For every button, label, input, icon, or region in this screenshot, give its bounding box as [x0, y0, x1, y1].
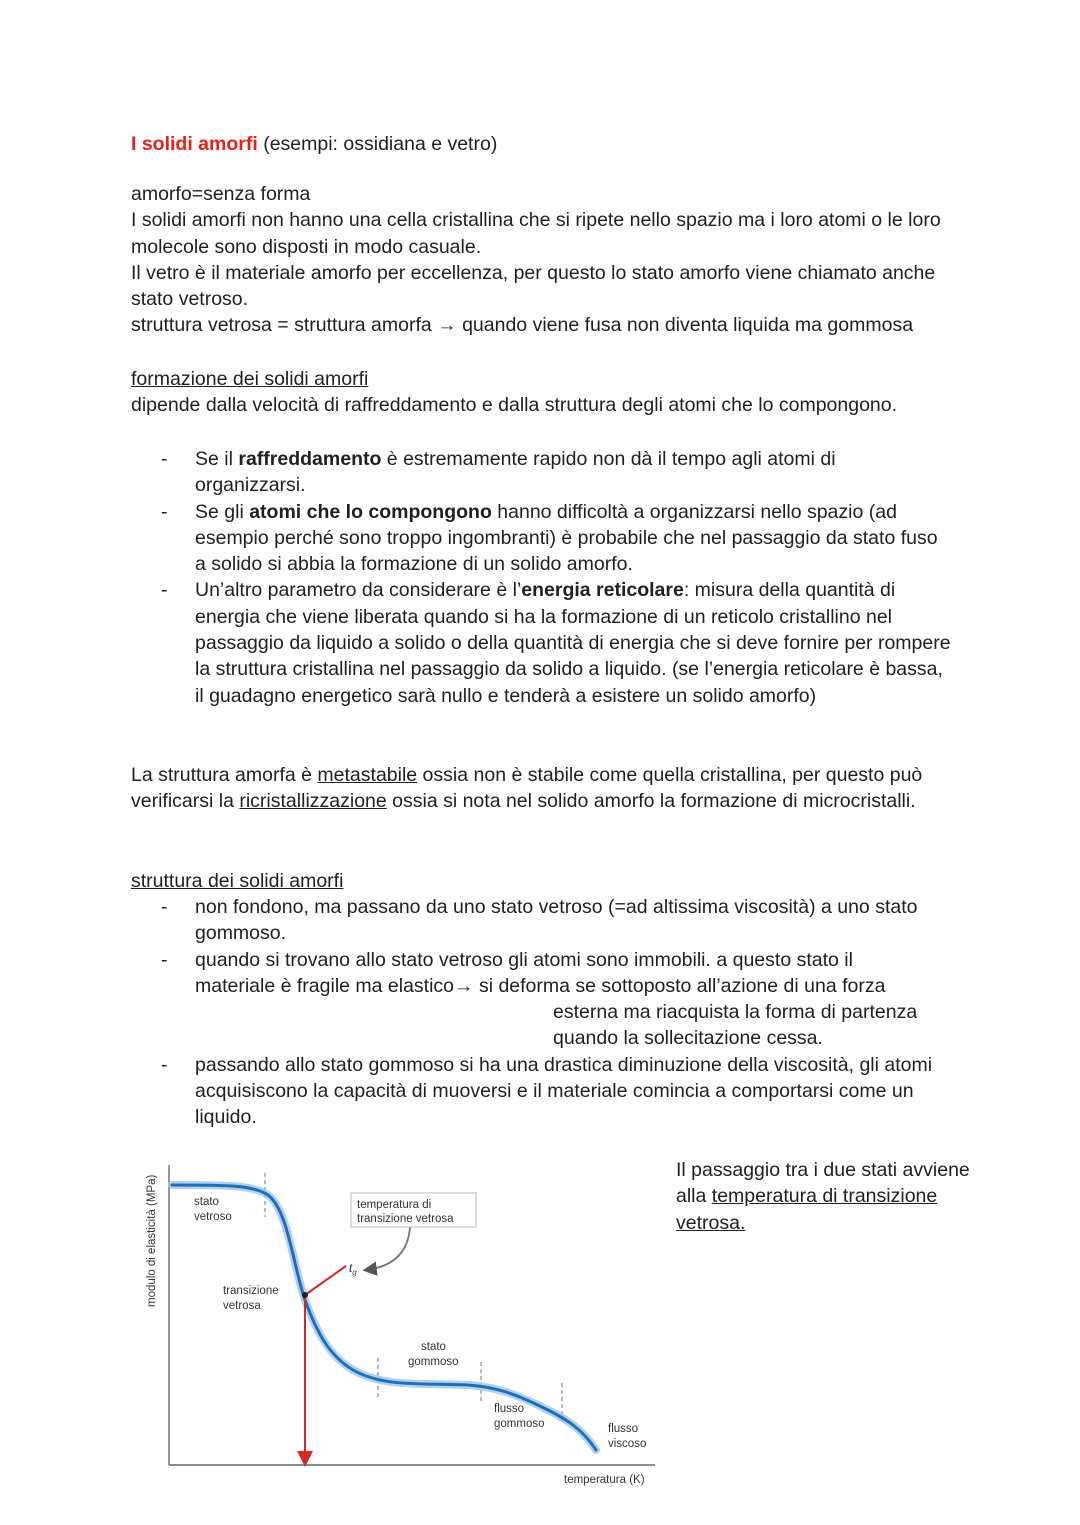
title-main: I solidi amorfi [131, 133, 258, 155]
formazione-heading: formazione dei solidi amorfi [131, 368, 369, 390]
definition-text: amorfo=senza forma [131, 183, 311, 205]
list-item: - quando si trovano allo stato vetroso gli atomi sono immobili. a questo stato il materiale è fragile ma elastico→ si deforma se sottoposto all’azione di una forza esterna ma riacquista la forma di partenza quando la sollecitazione cessa. [161, 948, 918, 1050]
term-metastabile: metastabile [317, 764, 418, 786]
bold-term: energia reticolare [521, 579, 684, 602]
list-item: - Se il raffreddamento è estremamente rapido non dà il tempo agli atomi di organizzarsi. [161, 448, 836, 497]
list-item: - non fondono, ma passano da uno stato vetroso (=ad altissima viscosità) a uno stato gommoso. [161, 896, 918, 945]
label-flusso-gommoso-2: gommoso [494, 1418, 545, 1430]
struttura-heading-block [131, 868, 961, 894]
dash-marker: - [161, 896, 168, 918]
label-gommoso-1: stato [421, 1341, 446, 1353]
title-subtitle: (esempi: ossidiana e vetro) [263, 133, 498, 155]
dash-marker: - [161, 500, 168, 523]
intro-paragraph-2: Il vetro è il materiale amorfo per eccellenza, per questo lo stato amorfo viene chiamato anche stato vetroso. [131, 261, 936, 311]
formazione-block [131, 366, 961, 419]
term-tg: temperatura di transizione vetrosa. [676, 1185, 938, 1234]
label-flusso-viscoso-2: viscoso [608, 1438, 647, 1450]
label-flusso-gommoso-1: flusso [494, 1403, 525, 1415]
list-item: - Un’altro parametro da considerare è l’energia reticolare: misura della quantità di energia che viene liberata quando si ha la formazione di un reticolo cristallino nel passaggio da liquido a solido o della quantità di energia che si deve fornire per rompere la struttura cristallina nel passaggio da solido a liquido. (se l’energia reticolare è bassa, il guadagno energetico sarà nullo e tenderà a esistere un solido amorfo) [161, 579, 951, 707]
section-title [131, 131, 497, 157]
struttura-list [131, 894, 951, 1131]
tg-pointer-line [305, 1266, 346, 1295]
formazione-list-block [131, 446, 951, 709]
tg-point [302, 1292, 308, 1298]
dash-marker: - [161, 1053, 168, 1076]
dash-marker: - [161, 579, 168, 602]
label-transizione-2: vetrosa [223, 1300, 261, 1312]
bold-term: raffreddamento [238, 448, 382, 470]
label-stato-vetroso-1: stato [194, 1196, 219, 1208]
list-item: - Se gli atomi che lo compongono hanno difficoltà a organizzarsi nello spazio (ad esempio perché sono troppo ingombranti) è probabile che nel passaggio da stato fuso a solido si abbia la formazione di un solido amorfo. [161, 500, 938, 576]
callout-line-1: temperatura di [357, 1199, 432, 1211]
intro-block [131, 181, 961, 339]
elasticity-chart [138, 1155, 668, 1495]
struttura-heading: struttura dei solidi amorfi [131, 870, 344, 892]
label-gommoso-2: gommoso [408, 1356, 459, 1368]
bold-term: atomi che lo compongono [249, 500, 492, 523]
intro-paragraph-1: I solidi amorfi non hanno una cella cristallina che si ripete nello spazio ma i loro atomi o le loro molecole sono disposti in modo casuale. [131, 209, 941, 258]
struttura-list-block [131, 894, 951, 1131]
callout-arrow [366, 1227, 410, 1270]
label-transizione-1: transizione [223, 1285, 279, 1297]
dash-marker: - [161, 448, 168, 470]
label-stato-vetroso-2: vetroso [194, 1211, 232, 1223]
tg-label: $t_g$ [349, 1263, 357, 1277]
x-axis-label: temperatura (K) [564, 1474, 645, 1486]
term-ricristallizzazione: ricristallizzazione [239, 790, 387, 813]
dash-marker: - [161, 948, 168, 971]
metastabile-paragraph: La struttura amorfa è metastabile ossia non è stabile come quella cristallina, per questo può verificarsi la ricristallizzazione ossia si nota nel solido amorfo la formazione di microcristalli. [131, 764, 923, 813]
formazione-intro: dipende dalla velocità di raffreddamento e dalla struttura degli atomi che lo compongono. [131, 394, 898, 417]
label-flusso-viscoso-1: flusso [608, 1423, 639, 1435]
intro-paragraph-3: struttura vetrosa = struttura amorfa → quando viene fusa non diventa liquida ma gommosa [131, 314, 914, 337]
side-note: Il passaggio tra i due stati avviene alla temperatura di transizione vetrosa. [676, 1159, 970, 1234]
list-item: - passando allo stato gommoso si ha una drastica diminuzione della viscosità, gli atomi acquisiscono la capacità di muoversi e il materiale comincia a comportarsi come un liquido. [161, 1053, 933, 1129]
callout-line-2: transizione vetrosa [357, 1213, 454, 1225]
formazione-list [131, 446, 951, 709]
y-axis-label: modulo di elasticità (MPa) [146, 1174, 158, 1307]
